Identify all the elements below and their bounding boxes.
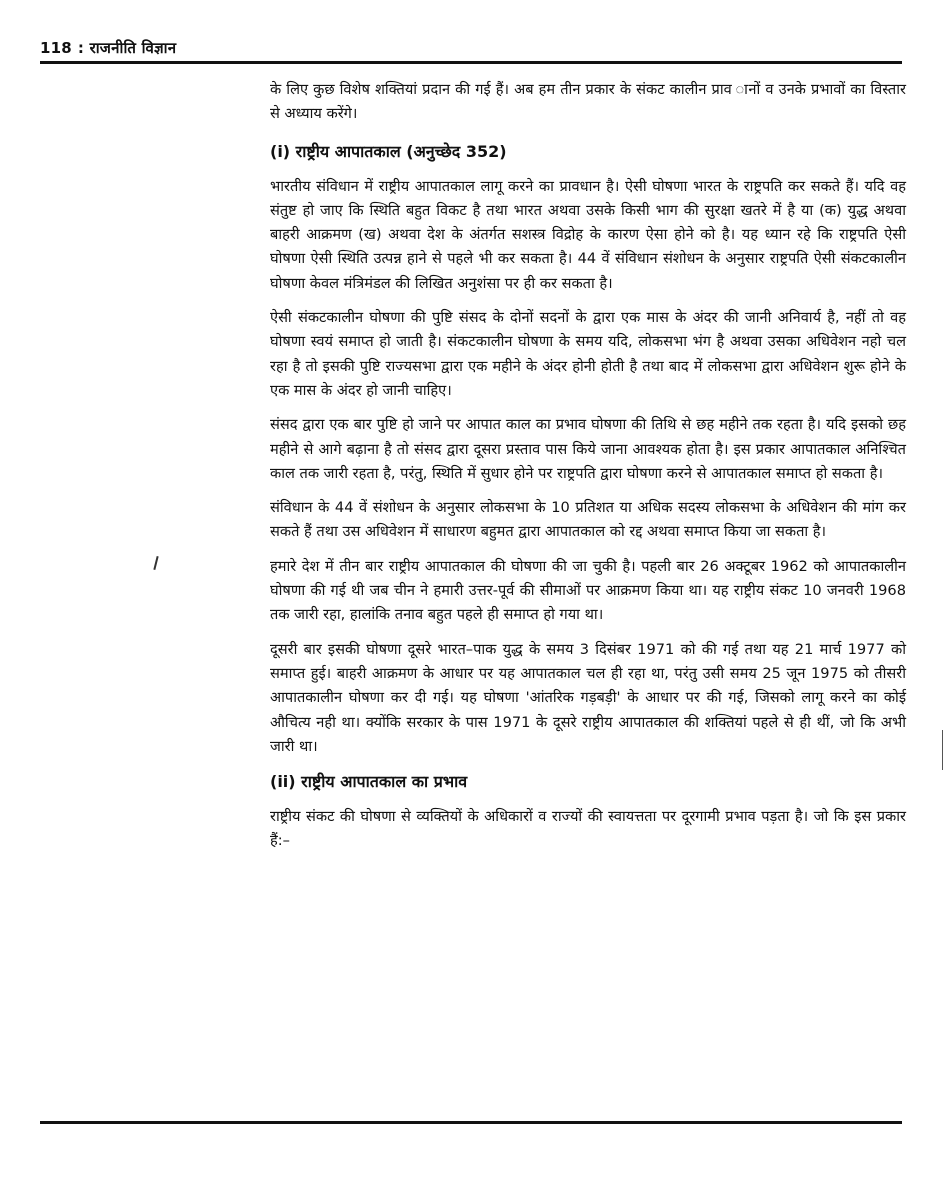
paragraph-effects-intro: राष्ट्रीय संकट की घोषणा से व्यक्तियों के अधिकारों व राज्यों की स्वायत्तता पर दूरगामी प्रभाव पड़ता है। जो कि इस प्रकार हैं:–	[270, 808, 906, 850]
section-heading-national-emergency: (i) राष्ट्रीय आपातकाल (अनुच्छेद 352)	[270, 141, 507, 161]
paragraph-44th-amendment: संविधान के 44 वें संशोधन के अनुसार लोकसभा के 10 प्रतिशत या अधिक सदस्य लोकसभा के अधिवेशन की मांग कर सकते हैं तथा उस अधिवेशन में साधारण बहुमत द्वारा आपातकाल को रद्द अथवा समाप्त किया जा सकता है।	[270, 499, 906, 541]
paragraph-provision: भारतीय संविधान में राष्ट्रीय आपातकाल लागू करने का प्रावधान है। ऐसी घोषणा भारत के राष्ट्रपति कर सकते हैं। यदि वह संतुष्ट हो जाए कि स्थिति बहुत विकट है तथा भारत अथवा उसके किसी भाग की सुरक्षा खतरे में है या (क) युद्ध अथवा बाहरी आक्रमण (ख) अथवा देश के अंतर्गत सशस्त्र विद्रोह के कारण ऐसा होने को है। यह ध्यान रहे कि राष्ट्रपति ऐसी घोषणा ऐसी स्थिति उत्पन्न हाने से पहले भी कर सकता है। 44 वें संविधान संशोधन के अनुसार राष्ट्रपति ऐसी संकटकालीन घोषणा केवल मंत्रिमंडल की लिखित अनुशंसा पर ही कर सकता है।	[270, 177, 906, 292]
paragraph-ratification: ऐसी संकटकालीन घोषणा की पुष्टि संसद के दोनों सदनों के द्वारा एक मास के अंदर की जानी अनिवार्य है, नहीं तो वह घोषणा स्वयं समाप्त हो जाती है। संकटकालीन घोषणा के समय यदि, लोकसभा भंग है अथवा उसका अधिवेशन नहो चल रहा है तो इसकी पुष्टि राज्यसभा द्वारा एक महीने के अंदर होनी होती है तथा बाद में लोकसभा द्वारा अधिवेशन शुरू होने के एक मास के अंदर हो जानी चाहिए।	[270, 309, 906, 399]
header-rule	[40, 61, 902, 64]
paragraph-second-third-emergency: दूसरी बार इसकी घोषणा दूसरे भारत–पाक युद्ध के समय 3 दिसंबर 1971 को की गई तथा यह 21 मार्च 1977 को समाप्त हुई। बाहरी आक्रमण के आधार पर यह आपातकाल चल ही रहा था, परंतु उसी समय 25 जून 1975 को तीसरी आपातकालीन घोषणा कर दी गई। यह घोषणा 'आंतरिक गड़बड़ी' के आधार पर की गई, जिसको लागू करने का कोई औचित्य नही था। क्योंकि सरकार के पास 1971 के दूसरे राष्ट्रीय आपातकाल की शक्तियां पहले से ही थीं, जो कि अभी जारी था।	[270, 640, 906, 755]
footer-rule	[40, 1121, 902, 1124]
paragraph-duration: संसद द्वारा एक बार पुष्टि हो जाने पर आपात काल का प्रभाव घोषणा की तिथि से छह महीने तक रहता है। यदि इसको छह महीने से आगे बढ़ाना है तो संसद द्वारा दूसरा प्रस्ताव पास किये जाना आवश्यक होता है। इस प्रकार आपातकाल अनिश्चित काल तक जारी रहता है, परंतु, स्थिति में सुधार होने पर राष्ट्रपति द्वारा घोषणा करने से आपातकाल समाप्त हो सकता है।	[270, 416, 906, 482]
header-separator: :	[77, 39, 85, 57]
page-number: 118	[40, 39, 72, 57]
section-heading-effects: (ii) राष्ट्रीय आपातकाल का प्रभाव	[270, 772, 468, 792]
scan-edge-mark	[942, 730, 943, 770]
page-body	[270, 78, 906, 864]
book-title: राजनीति विज्ञान	[89, 39, 177, 57]
paragraph-first-emergency: हमारे देश में तीन बार राष्ट्रीय आपातकाल की घोषणा की जा चुकी है। पहली बार 26 अक्टूबर 1962 को आपातकालीन घोषणा की गई थी जब चीन ने हमारी उत्तर-पूर्व की सीमाओं पर आक्रमण किया था। यह राष्ट्रीय संकट 10 जनवरी 1968 तक जारी रहा, हालांकि तनाव बहुत पहले ही समाप्त हो गया था।	[270, 557, 906, 624]
scan-mark	[153, 556, 158, 570]
paragraph-intro: के लिए कुछ विशेष शक्तियां प्रदान की गई हैं। अब हम तीन प्रकार के संकट कालीन प्राव ानों व उनके प्रभावों का विस्तार से अध्याय करेंगे।	[270, 81, 906, 123]
running-head	[40, 38, 176, 58]
